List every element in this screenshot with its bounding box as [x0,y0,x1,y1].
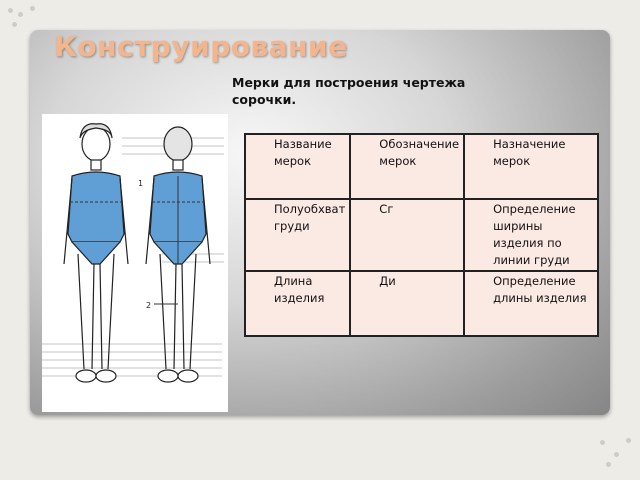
table-row [245,271,598,336]
measures-table [244,133,599,337]
body-measurement-figure-icon [42,114,228,412]
table-header-row [245,134,598,199]
row-purpose: Определение ширины изделия по линии груди [493,201,576,267]
measurement-figure [42,114,228,412]
row-purpose-cell [464,271,598,336]
figure-label-1: 1 [138,179,144,188]
row-name-cell [245,199,350,272]
header-name-cell [245,134,350,199]
row-symbol-cell [350,271,464,336]
row-name: Длина изделия [274,274,325,306]
row-symbol: Ди [379,274,396,289]
row-symbol-cell [350,199,464,272]
row-name: Полуобхват груди [274,201,346,233]
row-name-cell [245,271,350,336]
row-purpose-cell [464,199,598,272]
header-purpose-cell [464,134,598,199]
table-row [245,199,598,272]
header-name: Название мерок [274,137,332,168]
row-symbol: Сг [379,201,394,216]
slide-title: Конструирование [54,30,348,63]
header-symbol-cell [350,134,464,199]
figure-label-2: 2 [146,301,152,310]
header-symbol: Обозначение мерок [379,137,460,168]
row-purpose: Определение длины изделия [493,274,587,306]
slide-subtitle: Мерки для построения чертежа сорочки. [232,75,466,107]
header-purpose: Назначение мерок [493,137,566,168]
